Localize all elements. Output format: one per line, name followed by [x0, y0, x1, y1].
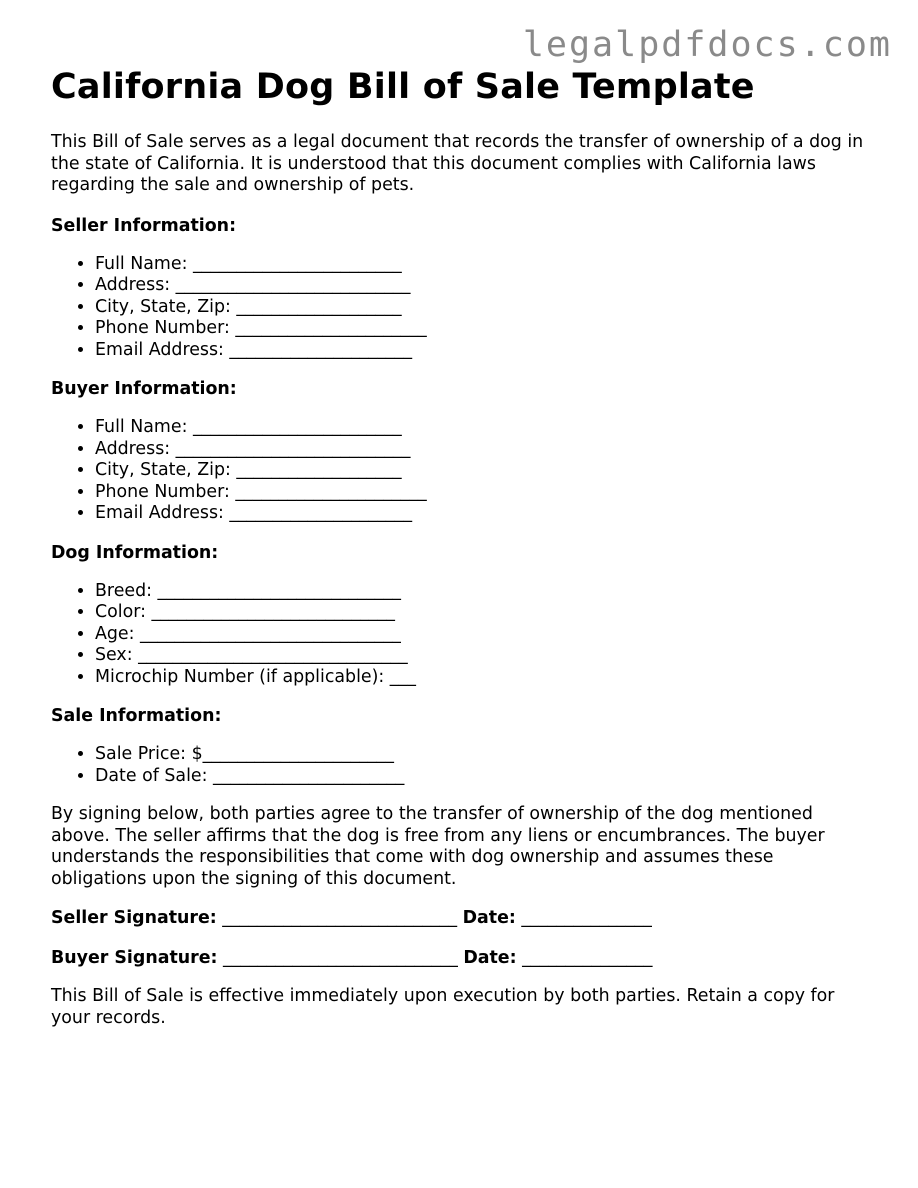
buyer-city-state-zip-field: • City, State, Zip: ___________________: [95, 460, 871, 482]
agreement-paragraph: By signing below, both parties agree to the transfer of ownership of the dog mentioned above. The seller affirms that the dog is free from any liens or encumbrances. The buyer understands the responsibilities that come with dog ownership and assumes these obligations upon the signing of this document.: [51, 804, 825, 889]
seller-phone-field: • Phone Number: ______________________: [95, 318, 871, 340]
dog-age-field: • Age: ______________________________: [95, 624, 871, 646]
seller-email-field: • Email Address: _____________________: [95, 340, 871, 362]
buyer-signature-blank: ___________________________: [217, 948, 464, 968]
buyer-address-field: • Address: ___________________________: [95, 439, 871, 461]
sale-price-field: • Sale Price: $______________________: [95, 744, 871, 766]
buyer-email-field: • Email Address: _____________________: [95, 503, 871, 525]
document-title: California Dog Bill of Sale Template: [51, 67, 755, 107]
seller-fields-list: [51, 254, 871, 362]
footer-paragraph: This Bill of Sale is effective immediately upon execution by both parties. Retain a copy for your records.: [51, 986, 835, 1028]
buyer-signature-label: Buyer Signature:: [51, 948, 218, 968]
buyer-date-label: Date:: [463, 948, 517, 968]
seller-address-field: • Address: ___________________________: [95, 275, 871, 297]
buyer-fields-list: [51, 417, 871, 525]
dog-section-heading: Dog Information:: [51, 542, 219, 563]
buyer-phone-field: • Phone Number: ______________________: [95, 482, 871, 504]
dog-color-field: • Color: ____________________________: [95, 602, 871, 624]
sale-date-field: • Date of Sale: ______________________: [95, 766, 871, 788]
seller-date-label: Date:: [462, 908, 516, 928]
seller-signature-blank: ___________________________: [216, 908, 463, 928]
buyer-full-name-field: • Full Name: ________________________: [95, 417, 871, 439]
dog-microchip-field: • Microchip Number (if applicable): ___: [95, 667, 871, 689]
intro-paragraph: This Bill of Sale serves as a legal document that records the transfer of ownership of a dog in the state of California. It is understood that this document complies with California laws regarding the sale and ownership of pets.: [51, 132, 864, 195]
buyer-section-heading: Buyer Information:: [51, 379, 237, 399]
buyer-signature-line: [51, 947, 871, 969]
seller-section-heading: Seller Information:: [51, 215, 237, 236]
dog-sex-field: • Sex: _______________________________: [95, 645, 871, 667]
seller-date-blank: _______________: [515, 908, 652, 928]
watermark: legalpdfdocs.com: [522, 25, 892, 65]
dog-breed-field: • Breed: ____________________________: [95, 581, 871, 603]
dog-fields-list: [51, 581, 871, 689]
seller-signature-label: Seller Signature:: [51, 908, 217, 928]
sale-section-heading: Sale Information:: [51, 706, 222, 726]
seller-full-name-field: • Full Name: ________________________: [95, 254, 871, 276]
document-page: [51, 66, 871, 1029]
seller-city-state-zip-field: • City, State, Zip: ___________________: [95, 297, 871, 319]
sale-fields-list: [51, 744, 871, 787]
buyer-date-blank: _______________: [516, 948, 653, 968]
seller-signature-line: [51, 907, 871, 929]
